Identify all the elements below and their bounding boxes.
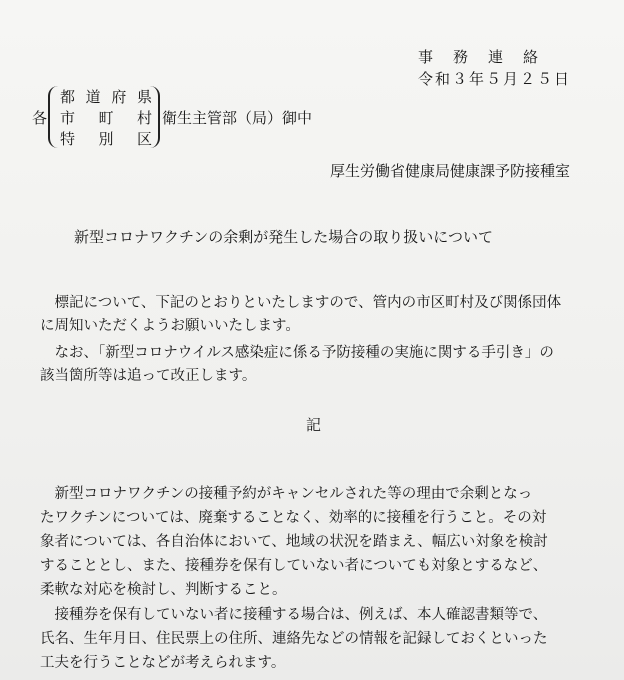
body-line: することとし、また、接種券を保有していない者についても対象とするなど、 [40, 558, 548, 574]
addressee-char: 町 [98, 109, 114, 127]
body-line: 氏名、生年月日、住民票上の住所、連絡先などの情報を記録しておくといった [40, 631, 548, 647]
body-line: 工夫を行うことなどが考えられます。 [40, 655, 286, 671]
addressee-char: 県 [136, 88, 152, 106]
ki-heading: 記 [306, 416, 322, 434]
addressee-char: 市 [60, 109, 76, 127]
addressee-line-special-wards [60, 128, 152, 149]
addressee-char: 都 [60, 88, 76, 106]
addressee-line-prefectures [60, 86, 152, 107]
sender: 厚生労働省健康局健康課予防接種室 [330, 162, 571, 180]
addressee-char: 別 [98, 130, 114, 148]
addressee-prefix: 各 [32, 109, 48, 127]
addressee-char: 特 [60, 130, 76, 148]
body-line: 新型コロナワクチンの接種予約がキャンセルされた等の理由で余剰となっ [40, 486, 533, 502]
body-line: 柔軟な対応を検討し、判断すること。 [40, 582, 287, 598]
document-type: 事務連絡 [418, 48, 559, 66]
addressee-char: 区 [136, 130, 152, 148]
addressee-char: 道 [85, 88, 101, 106]
intro-line: に周知いただくようお願いいたします。 [40, 318, 300, 334]
document-title: 新型コロナワクチンの余剰が発生した場合の取り扱いについて [74, 228, 493, 246]
body-line: 接種券を保有していない者に接種する場合は、例えば、本人確認書類等で、 [40, 607, 548, 623]
addressee-char: 村 [136, 109, 152, 127]
body-line: たワクチンについては、廃棄することなく、効率的に接種を行うこと。その対 [40, 510, 547, 526]
addressee-suffix: 衛生主管部（局）御中 [162, 109, 313, 127]
intro-line: 該当箇所等は追って改正します。 [40, 368, 257, 384]
addressee-line-municipalities [60, 107, 152, 128]
document-date: 令和３年５月２５日 [418, 70, 572, 88]
intro-line: 標記について、下記のとおりといたしますので、管内の市区町村及び関係団体 [40, 295, 562, 311]
addressee-char: 府 [111, 88, 127, 106]
body-line: 象者については、各自治体において、地域の状況を踏まえ、幅広い対象を検討 [40, 534, 548, 550]
intro-line: なお、「新型コロナウイルス感染症に係る予防接種の実施に関する手引き」の [40, 345, 554, 361]
